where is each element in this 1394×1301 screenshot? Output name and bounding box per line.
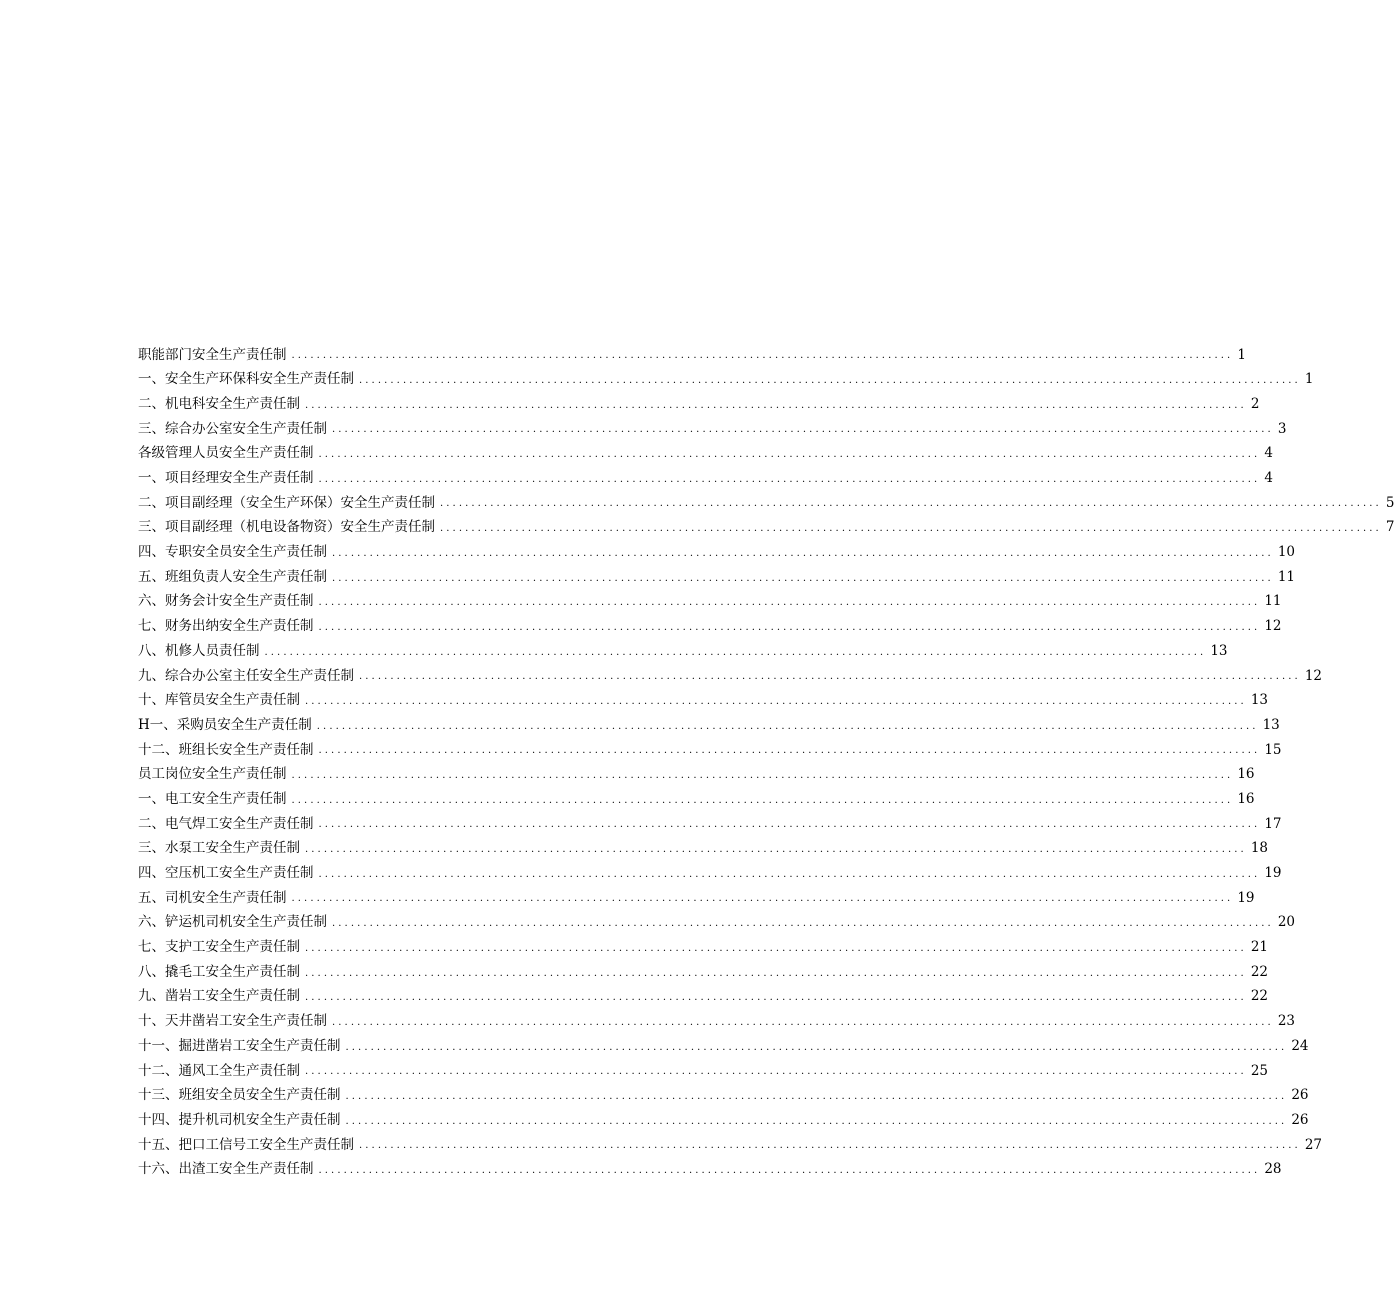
toc-dot-leader: ...................................................................................................................................................... [305, 942, 1247, 954]
toc-entry[interactable] [138, 565, 1295, 590]
toc-entry-page-number: 10 [1277, 544, 1295, 561]
toc-entry[interactable] [138, 689, 1268, 714]
toc-entry[interactable] [138, 886, 1255, 911]
toc-entry-page-number: 24 [1291, 1037, 1309, 1054]
toc-entry[interactable] [138, 1084, 1309, 1109]
toc-entry-title: 六、铲运机司机安全生产责任制 [138, 914, 327, 931]
toc-dot-leader: ...................................................................................................................................................... [305, 844, 1247, 856]
toc-entry[interactable] [138, 960, 1268, 985]
toc-entry-page-number: 1 [1304, 371, 1314, 388]
toc-entry-title: 十二、通风工全生产责任制 [138, 1062, 300, 1079]
toc-entry[interactable] [138, 787, 1255, 812]
toc-dot-leader: ...................................................................................................................................................... [359, 1140, 1301, 1152]
toc-entry-page-number: 2 [1250, 395, 1260, 412]
toc-dot-leader: ...................................................................................................................................................... [305, 967, 1247, 979]
toc-entry[interactable] [138, 516, 1394, 541]
toc-entry[interactable] [138, 713, 1280, 738]
toc-entry-title: 一、电工安全生产责任制 [138, 790, 287, 807]
toc-dot-leader: ...................................................................................................................................................... [440, 498, 1382, 510]
toc-entry-page-number: 17 [1264, 815, 1282, 832]
toc-entry-page-number: 4 [1264, 445, 1273, 462]
toc-dot-leader: ...................................................................................................................................................... [318, 449, 1261, 461]
toc-entry-title: 十、库管员安全生产责任制 [138, 692, 300, 709]
toc-entry-title: 八、撬毛工安全生产责任制 [138, 963, 300, 980]
toc-entry-page-number: 15 [1264, 741, 1282, 758]
toc-entry-title: 七、财务出纳安全生产责任制 [138, 618, 314, 635]
toc-entry[interactable] [138, 1010, 1295, 1035]
toc-entry-title: H一、采购员安全生产责任制 [138, 716, 312, 733]
toc-entry[interactable] [138, 1158, 1282, 1183]
toc-entry[interactable] [138, 664, 1322, 689]
toc-entry[interactable] [138, 590, 1282, 615]
toc-dot-leader: ...................................................................................................................................................... [305, 992, 1247, 1004]
toc-entry-page-number: 4 [1264, 470, 1273, 487]
toc-entry[interactable] [138, 812, 1282, 837]
toc-entry-page-number: 11 [1277, 568, 1295, 585]
toc-entry[interactable] [138, 936, 1268, 961]
toc-entry-title: 一、项目经理安全生产责任制 [138, 470, 314, 487]
toc-entry-page-number: 1 [1237, 346, 1246, 363]
toc-dot-leader: ...................................................................................................................................................... [345, 1115, 1288, 1127]
toc-entry-page-number: 22 [1250, 963, 1268, 980]
toc-entry-page-number: 19 [1237, 889, 1255, 906]
toc-entry[interactable] [138, 1133, 1322, 1158]
toc-entry[interactable] [138, 738, 1282, 763]
toc-entry-title: 三、项目副经理（机电设备物资）安全生产责任制 [138, 519, 435, 536]
toc-entry-page-number: 12 [1264, 618, 1282, 635]
toc-entry-page-number: 23 [1277, 1013, 1295, 1030]
toc-entry-title: 十二、班组长安全生产责任制 [138, 741, 314, 758]
toc-dot-leader: ...................................................................................................................................................... [345, 1090, 1288, 1102]
toc-dot-leader: ...................................................................................................................................................... [332, 572, 1274, 584]
toc-entry-title: 四、专职安全员安全生产责任制 [138, 544, 327, 561]
toc-dot-leader: ...................................................................................................................................................... [332, 424, 1274, 436]
toc-entry[interactable] [138, 615, 1282, 640]
toc-entry-title: 二、电气焊工安全生产责任制 [138, 815, 314, 832]
toc-entry[interactable] [138, 466, 1273, 491]
toc-entry-title: 九、综合办公室主任安全生产责任制 [138, 667, 354, 684]
toc-entry-title: 二、机电科安全生产责任制 [138, 395, 300, 412]
toc-entry-page-number: 26 [1291, 1111, 1309, 1128]
toc-entry-title: 三、综合办公室安全生产责任制 [138, 420, 327, 437]
toc-entry[interactable] [138, 1059, 1268, 1084]
toc-entry-title: 十六、出渣工安全生产责任制 [138, 1161, 314, 1178]
toc-entry-page-number: 27 [1304, 1136, 1322, 1153]
toc-dot-leader: ...................................................................................................................................................... [332, 918, 1274, 930]
toc-dot-leader: ...................................................................................................................................................... [345, 1041, 1288, 1053]
toc-entry[interactable] [138, 491, 1394, 516]
toc-entry[interactable] [138, 911, 1295, 936]
toc-entry-title: 五、司机安全生产责任制 [138, 889, 287, 906]
toc-dot-leader: ...................................................................................................................................................... [440, 523, 1382, 535]
toc-entry-page-number: 25 [1250, 1062, 1268, 1079]
toc-entry-title: 九、凿岩工安全生产责任制 [138, 988, 300, 1005]
toc-entry-page-number: 18 [1250, 840, 1268, 857]
toc-list [138, 343, 1394, 1182]
toc-dot-leader: ...................................................................................................................................................... [305, 695, 1247, 707]
toc-entry-page-number: 13 [1210, 642, 1228, 659]
toc-entry-title: 各级管理人员安全生产责任制 [138, 445, 314, 462]
toc-dot-leader: ...................................................................................................................................................... [316, 720, 1259, 732]
toc-dot-leader: ...................................................................................................................................................... [332, 547, 1274, 559]
toc-entry-page-number: 13 [1262, 716, 1280, 733]
toc-entry[interactable] [138, 763, 1255, 788]
toc-entry-title: 六、财务会计安全生产责任制 [138, 593, 314, 610]
toc-entry[interactable] [138, 343, 1246, 368]
toc-entry-page-number: 3 [1277, 420, 1287, 437]
toc-entry[interactable] [138, 417, 1287, 442]
toc-entry-title: 四、空压机工安全生产责任制 [138, 865, 314, 882]
toc-dot-leader: ...................................................................................................................................................... [305, 1066, 1247, 1078]
toc-entry-title: 三、水泵工安全生产责任制 [138, 840, 300, 857]
toc-entry[interactable] [138, 541, 1295, 566]
toc-dot-leader: ...................................................................................................................................................... [305, 399, 1247, 411]
toc-entry[interactable] [138, 1108, 1309, 1133]
toc-entry[interactable] [138, 837, 1268, 862]
toc-dot-leader: ...................................................................................................................................................... [318, 868, 1261, 880]
toc-entry-page-number: 7 [1385, 519, 1394, 536]
toc-entry[interactable] [138, 639, 1228, 664]
toc-entry-title: 五、班组负责人安全生产责任制 [138, 568, 327, 585]
toc-entry[interactable] [138, 1034, 1309, 1059]
toc-dot-leader: ...................................................................................................................................................... [264, 646, 1207, 658]
toc-entry[interactable] [138, 368, 1314, 393]
toc-entry-title: 十五、把口工信号工安全生产责任制 [138, 1136, 354, 1153]
toc-dot-leader: ...................................................................................................................................................... [318, 819, 1261, 831]
toc-entry-page-number: 13 [1250, 692, 1268, 709]
toc-entry-title: 员工岗位安全生产责任制 [138, 766, 287, 783]
toc-entry[interactable] [138, 442, 1273, 467]
toc-dot-leader: ...................................................................................................................................................... [318, 1165, 1261, 1177]
toc-entry-title: 十一、掘进凿岩工安全生产责任制 [138, 1037, 341, 1054]
toc-entry-title: 十三、班组安全员安全生产责任制 [138, 1087, 341, 1104]
toc-dot-leader: ...................................................................................................................................................... [318, 597, 1261, 609]
toc-entry-page-number: 12 [1304, 667, 1322, 684]
table-of-contents [138, 343, 1394, 1182]
toc-entry-page-number: 28 [1264, 1161, 1282, 1178]
toc-dot-leader: ...................................................................................................................................................... [332, 1016, 1274, 1028]
toc-dot-leader: ...................................................................................................................................................... [291, 350, 1234, 362]
toc-entry-title: 八、机修人员责任制 [138, 642, 260, 659]
toc-dot-leader: ...................................................................................................................................................... [291, 794, 1234, 806]
toc-entry-title: 十四、提升机司机安全生产责任制 [138, 1111, 341, 1128]
toc-entry[interactable] [138, 392, 1260, 417]
toc-entry-title: 十、天井凿岩工安全生产责任制 [138, 1013, 327, 1030]
toc-dot-leader: ...................................................................................................................................................... [359, 671, 1301, 683]
toc-entry-page-number: 20 [1277, 914, 1295, 931]
toc-entry-page-number: 16 [1237, 766, 1255, 783]
toc-entry-page-number: 22 [1250, 988, 1268, 1005]
toc-entry-page-number: 16 [1237, 790, 1255, 807]
toc-entry-page-number: 19 [1264, 865, 1282, 882]
toc-entry[interactable] [138, 861, 1282, 886]
toc-entry-page-number: 21 [1250, 939, 1268, 956]
toc-entry-title: 七、支护工安全生产责任制 [138, 939, 300, 956]
toc-dot-leader: ...................................................................................................................................................... [291, 770, 1234, 782]
toc-entry-title: 职能部门安全生产责任制 [138, 346, 287, 363]
toc-dot-leader: ...................................................................................................................................................... [359, 375, 1301, 387]
toc-entry-page-number: 26 [1291, 1087, 1309, 1104]
toc-dot-leader: ...................................................................................................................................................... [318, 745, 1261, 757]
toc-entry-page-number: 5 [1385, 494, 1394, 511]
toc-entry-page-number: 11 [1264, 593, 1282, 610]
toc-dot-leader: ...................................................................................................................................................... [318, 473, 1261, 485]
toc-dot-leader: ...................................................................................................................................................... [318, 621, 1261, 633]
toc-dot-leader: ...................................................................................................................................................... [291, 893, 1234, 905]
toc-entry-title: 二、项目副经理（安全生产环保）安全生产责任制 [138, 494, 435, 511]
toc-entry-title: 一、安全生产环保科安全生产责任制 [138, 371, 354, 388]
toc-entry[interactable] [138, 985, 1268, 1010]
